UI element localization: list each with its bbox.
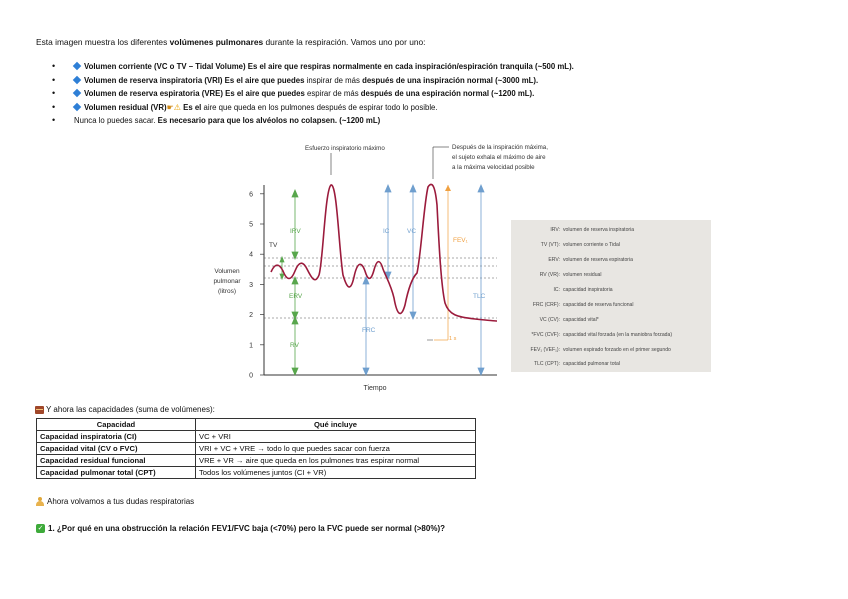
intro-after: durante la respiración. Vamos uno por uno: xyxy=(263,37,426,47)
list-item xyxy=(52,74,772,88)
legend-abbr: FEV₁ (VEF₁): xyxy=(530,347,560,353)
legend-abbr: *FVC (CVF): xyxy=(531,332,560,338)
bullet-bold-2: después de una espiración normal (~1200 mL). xyxy=(360,89,535,99)
blue-diamond-icon xyxy=(73,103,81,111)
legend-abbr: IRV: xyxy=(550,227,560,233)
list-item xyxy=(52,60,772,74)
table-cell-value: VRI + VC + VRE → todo lo que puedes sacar con fuerza xyxy=(196,443,476,455)
volumes-list xyxy=(52,60,772,128)
return-line xyxy=(36,497,194,506)
warning-icon: ⚠ xyxy=(173,102,181,112)
blue-diamond-icon xyxy=(73,62,81,70)
capacities-heading xyxy=(35,405,215,414)
table-header-row xyxy=(37,419,476,431)
erv-label: ERV xyxy=(289,293,303,300)
fev1-arrow-head xyxy=(445,185,451,191)
rv-label: RV xyxy=(290,342,299,349)
legend-box xyxy=(511,220,711,372)
list-item xyxy=(52,87,772,101)
annotation-max-inspiration: Esfuerzo inspiratorio máximo xyxy=(305,145,385,152)
table-row xyxy=(37,443,476,455)
ic-label: IC xyxy=(383,228,390,235)
annotation-forced-exhale-2: el sujeto exhala el máximo de aire xyxy=(452,154,546,161)
bullet-plain: inspirar de más xyxy=(304,75,363,85)
bullet-bold: Volumen residual (VR) xyxy=(84,102,167,112)
question-heading xyxy=(36,524,445,533)
legend-abbr: ERV: xyxy=(548,257,560,263)
legend-abbr: TV (VT): xyxy=(540,242,560,248)
blue-diamond-icon xyxy=(73,89,81,97)
table-cell-value: VRE + VR → aire que queda en los pulmones tras espirar normal xyxy=(196,455,476,467)
note-plain: Nunca lo puedes sacar. xyxy=(74,116,158,126)
legend-desc: volumen espirado forzado en el primer segundo xyxy=(563,347,671,353)
legend-abbr: RV (VR): xyxy=(539,272,560,278)
y-tick-label: 1 xyxy=(249,342,253,350)
legend-abbr: IC: xyxy=(553,287,560,293)
tv-label: TV xyxy=(269,242,278,249)
bullet-plain: espirar de más xyxy=(304,89,361,99)
table-header: Capacidad xyxy=(37,419,196,431)
list-item xyxy=(52,101,772,115)
person-icon xyxy=(36,497,44,506)
volume-curve xyxy=(271,184,497,321)
bullet-plain: aire que queda en los pulmones después de espirar todo lo posible. xyxy=(201,102,438,112)
list-note xyxy=(52,114,772,128)
table-cell-name: Capacidad pulmonar total (CPT) xyxy=(37,467,196,479)
legend-desc: volumen de reserva espiratoria xyxy=(563,257,633,263)
table-header: Qué incluye xyxy=(196,419,476,431)
table-cell-name: Capacidad vital (CV o FVC) xyxy=(37,443,196,455)
y-axis-label-1: Volumen xyxy=(214,268,240,275)
legend-desc: capacidad vital forzada (en la maniobra forzada) xyxy=(563,332,673,338)
table-row xyxy=(37,431,476,443)
pointing-hand-icon: ☛ xyxy=(166,102,174,112)
y-tick-label: 3 xyxy=(249,281,253,289)
legend-abbr: FRC (CRF): xyxy=(532,302,560,308)
bullet-bold: Volumen de reserva inspiratoria (VRI) Es el aire que puedes xyxy=(84,75,305,85)
legend-abbr: VC (CV): xyxy=(539,317,560,323)
note-bold: Es necesario para que los alvéolos no colapsen. (~1200 mL) xyxy=(157,116,381,126)
irv-label: IRV xyxy=(290,228,301,235)
y-tick-label: 2 xyxy=(249,312,253,320)
annotation-forced-exhale-1: Después de la inspiración máxima, xyxy=(452,144,548,151)
table-cell-name: Capacidad residual funcional xyxy=(37,455,196,467)
bullet-bold: Volumen corriente (VC o TV – Tidal Volume) Es el aire que respiras normalmente en cada inspiración/espiración tranquila (~500 mL). xyxy=(84,62,574,71)
capacities-table xyxy=(36,418,476,479)
legend-desc: capacidad inspiratoria xyxy=(563,287,613,293)
card-box-icon xyxy=(35,406,44,414)
intro-paragraph xyxy=(36,37,426,47)
return-line-text: Ahora volvamos a tus dudas respiratorias xyxy=(47,497,195,506)
y-tick-label: 6 xyxy=(249,191,253,199)
y-tick-label: 5 xyxy=(249,221,253,229)
bullet-bold: Volumen de reserva espiratoria (VRE) Es el aire que puedes xyxy=(84,89,305,99)
one-second-label: 1 s xyxy=(449,336,457,342)
legend-desc: volumen corriente o Tidal xyxy=(563,242,620,248)
annotation-forced-exhale-3: a la máxima velocidad posible xyxy=(452,164,535,171)
table-row xyxy=(37,467,476,479)
table-cell-name: Capacidad inspiratoria (CI) xyxy=(37,431,196,443)
legend-abbr: TLC (CPT): xyxy=(533,361,560,367)
y-tick-label: 0 xyxy=(249,372,253,380)
y-ticks xyxy=(249,191,264,379)
vc-label: VC xyxy=(407,228,417,235)
x-axis-label: Tiempo xyxy=(363,385,387,392)
bullet-bold-2: después de una inspiración normal (~3000 mL). xyxy=(362,75,539,85)
table-cell-value: VC + VRI xyxy=(196,431,476,443)
legend-desc: volumen residual xyxy=(563,272,602,278)
intro-bold: volúmenes pulmonares xyxy=(169,37,264,47)
capacities-heading-text: Y ahora las capacidades (suma de volúmenes): xyxy=(46,405,215,414)
table-cell-value: Todos los volúmenes juntos (CI + VR) xyxy=(196,467,476,479)
question-text: 1. ¿Por qué en una obstrucción la relación FEV1/FVC baja (<70%) pero la FVC puede ser normal (>80%)? xyxy=(48,524,445,533)
legend-desc: capacidad pulmonar total xyxy=(563,361,620,367)
bullet-bold-2: Es el xyxy=(180,102,202,112)
tlc-label: TLC xyxy=(473,293,486,300)
blue-diamond-icon xyxy=(73,75,81,83)
fev1-label: FEV₁ xyxy=(453,237,468,244)
y-tick-label: 4 xyxy=(249,251,253,259)
table-row xyxy=(37,455,476,467)
y-axis-label-3: (litros) xyxy=(217,288,237,295)
legend-desc: capacidad de reserva funcional xyxy=(563,302,634,308)
intro-before: Esta imagen muestra los diferentes xyxy=(36,37,170,47)
check-mark-icon: ✓ xyxy=(37,525,44,532)
legend-desc: capacidad vital* xyxy=(563,317,599,323)
y-axis-label-2: pulmonar xyxy=(213,278,241,285)
legend-desc: volumen de reserva inspiratoria xyxy=(563,227,635,233)
frc-label: FRC xyxy=(362,327,376,334)
